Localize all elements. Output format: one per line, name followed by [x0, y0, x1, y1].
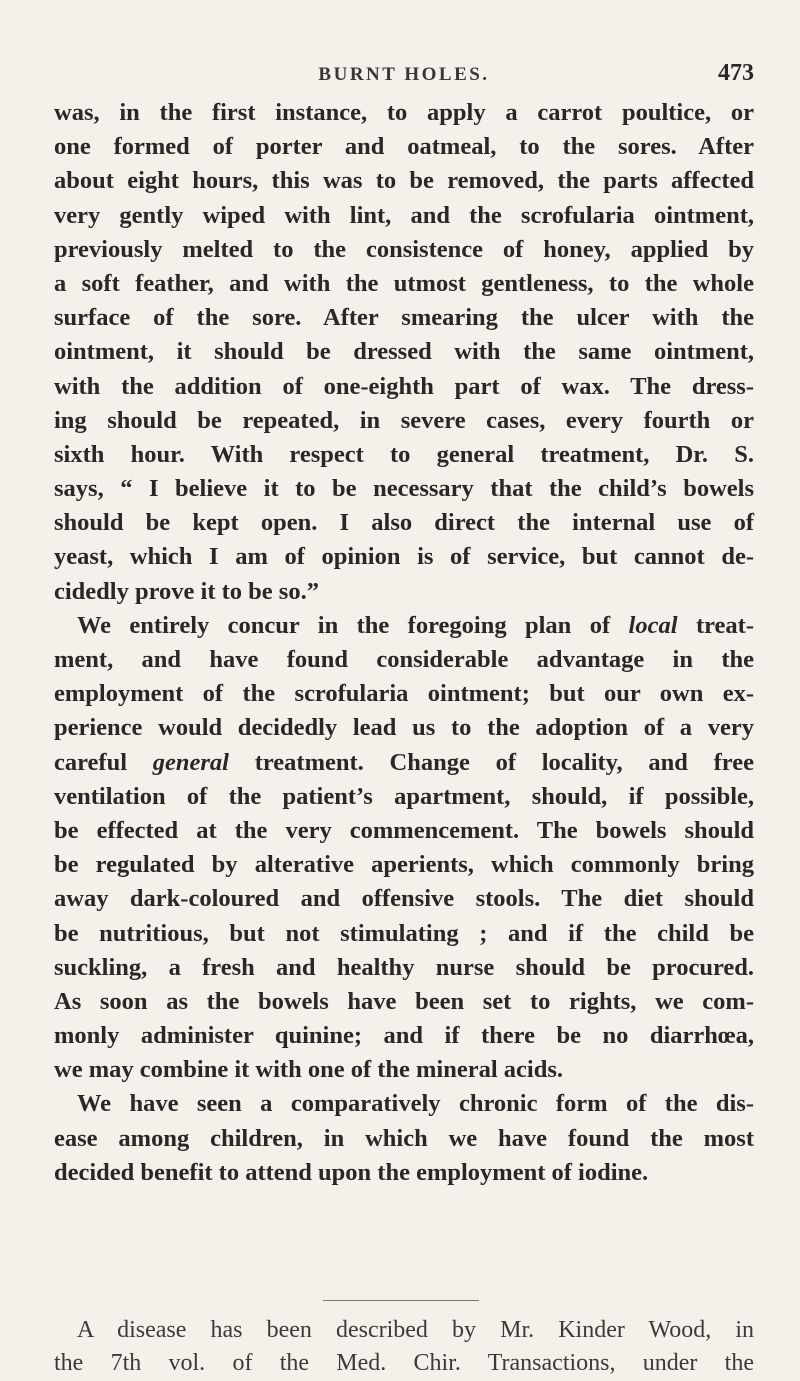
- text-line: monly administer quinine; and if there be no diarrhœa,: [54, 1022, 754, 1050]
- footnote-separator: [323, 1300, 479, 1301]
- text-line: about eight hours, this was to be removed, the parts affected: [54, 167, 754, 195]
- text-line: ease among children, in which we have found the most: [54, 1124, 754, 1152]
- page-header: [54, 60, 754, 90]
- text-line: we may combine it with one of the mineral acids.: [54, 1056, 563, 1084]
- text-line: yeast, which I am of opinion is of service, but cannot de-: [54, 543, 754, 571]
- text-segment: careful: [54, 748, 128, 776]
- text-line: be nutritious, but not stimulating ; and if the child be: [54, 919, 754, 947]
- text-line: says, “ I believe it to be necessary that the child’s bowels: [54, 475, 754, 503]
- text-line: sixth hour. With respect to general treatment, Dr. S.: [54, 440, 754, 468]
- text-line: ing should be repeated, in severe cases, every fourth or: [54, 406, 754, 434]
- footnote-line: the 7th vol. of the Med. Chir. Transactions, under the: [54, 1350, 754, 1376]
- text-line: very gently wiped with lint, and the scrofularia ointment,: [54, 201, 754, 229]
- text-line: surface of the sore. After smearing the ulcer with the: [54, 304, 754, 332]
- text-line: perience would decidedly lead us to the adoption of a very: [54, 714, 754, 742]
- text-line: employment of the scrofularia ointment; but our own ex-: [54, 680, 754, 708]
- text-line: ventilation of the patient’s apartment, should, if possible,: [54, 782, 754, 810]
- text-line: with the addition of one-eighth part of wax. The dress-: [54, 372, 754, 400]
- text-line-with-italic: [54, 746, 754, 780]
- footnote: [54, 1314, 754, 1380]
- italic-word-local: local: [628, 611, 678, 639]
- footnote-line: A disease has been described by Mr. Kinder Wood, in: [77, 1317, 754, 1343]
- text-line: away dark-coloured and offensive stools. The diet should: [54, 885, 754, 913]
- text-line: should be kept open. I also direct the internal use of: [54, 509, 754, 537]
- text-line: ointment, it should be dressed with the same ointment,: [54, 338, 754, 366]
- text-segment: treat-: [695, 611, 755, 639]
- text-segment: treatment. Change of locality, and free: [254, 748, 754, 776]
- text-line: As soon as the bowels have been set to rights, we com-: [54, 987, 754, 1015]
- text-line: ment, and have found considerable advantage in the: [54, 646, 754, 673]
- main-text: [54, 96, 754, 1190]
- text-segment: We entirely concur in the foregoing plan of: [77, 611, 611, 639]
- italic-word-general: general: [152, 748, 229, 776]
- text-line: a soft feather, and with the utmost gentleness, to the whole: [54, 269, 754, 297]
- text-line: We have seen a comparatively chronic form of the dis-: [77, 1090, 754, 1118]
- text-line: previously melted to the consistence of honey, applied by: [54, 235, 754, 263]
- running-head: BURNT HOLES.: [318, 64, 490, 85]
- page-number: 473: [718, 60, 754, 86]
- text-line: be effected at the very commencement. The bowels should: [54, 816, 754, 844]
- text-line: was, in the first instance, to apply a carrot poultice, or: [54, 99, 754, 126]
- text-line-with-italic: [54, 609, 754, 643]
- text-line: decided benefit to attend upon the employment of iodine.: [54, 1158, 649, 1186]
- text-line: one formed of porter and oatmeal, to the sores. After: [54, 133, 754, 161]
- text-line: be regulated by alterative aperients, which commonly bring: [54, 851, 754, 879]
- text-line: suckling, a fresh and healthy nurse should be procured.: [54, 953, 754, 981]
- text-line: cidedly prove it to be so.”: [54, 577, 319, 605]
